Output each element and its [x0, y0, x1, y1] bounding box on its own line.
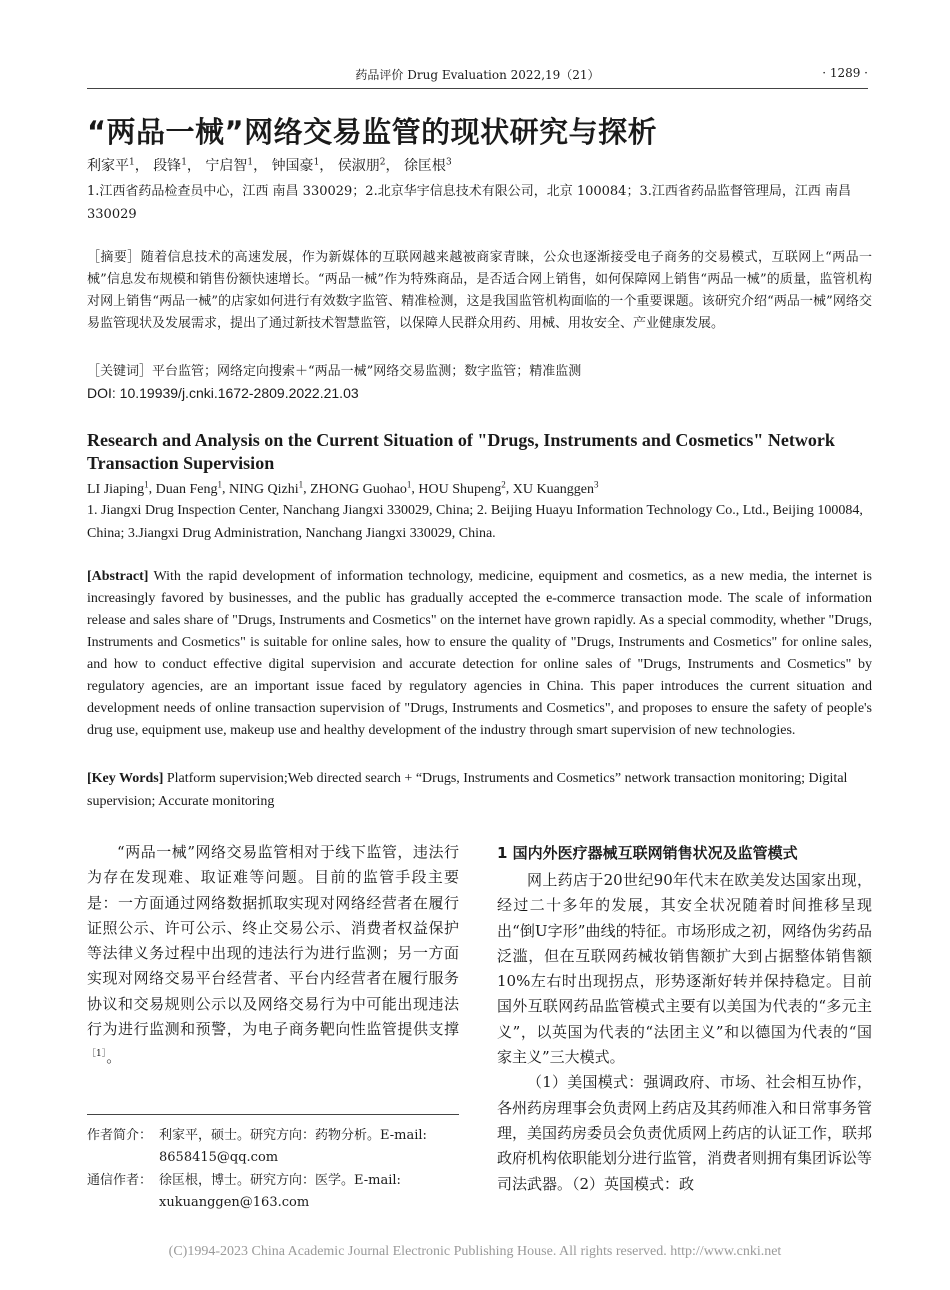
author-bio-footnote: 作者简介： 利家平，硕士。研究方向：药物分析。E-mail: 8658415@qq.com — [87, 1125, 467, 1169]
author: Duan Feng$^1$ — [155, 479, 222, 497]
author: 段锋$^1$ — [153, 157, 187, 174]
page-number: · 1289 · — [822, 66, 868, 80]
author: NING Qizhi$^1$ — [228, 479, 304, 497]
corresponding-email[interactable]: xukuanggen@163.com — [159, 1195, 310, 1210]
keywords-label: ［关键词］ — [87, 364, 153, 379]
affiliations-en: 1. Jiangxi Drug Inspection Center, Nanchang Jiangxi 330029, China; 2. Beijing Huayu Information Technology Co., Ltd., Beijing 100084, China; 3.Jiangxi Drug Administration, Nanchang Jiangxi 330029, China. — [87, 503, 863, 541]
section-heading: 1 国内外医疗器械互联网销售状况及监管模式 — [497, 844, 798, 862]
keywords-text: 平台监管；网络定向搜索＋“两品一械”网络交易监测；数字监管；精准监测 — [152, 364, 582, 379]
english-title: Research and Analysis on the Current Situation of "Drugs, Instruments and Cosmetics" Network Transaction Supervision — [87, 430, 835, 473]
body-paragraph: （1）美国模式：强调政府、市场、社会相互协作，各州药房理事会负责网上药店及其药师准入和日常事务管理，美国药房委员会负责优质网上药店的认证工作，联邦政府机构依职能划分进行监管，消费者则拥有集团诉讼等司法武器。（2）英国模式：政 — [497, 1073, 873, 1193]
author: 徐匡根$^3$ — [403, 157, 452, 174]
corresponding-author-footnote: 通信作者： 徐匡根，博士。研究方向：医学。E-mail: xukuanggen@163.com — [87, 1170, 467, 1214]
body-paragraph: 网上药店于20世纪90年代末在欧美发达国家出现，经过二十多年的发展，其安全状况随着时间推移呈现出“倒U字形”曲线的特征。市场形成之初，网络伪劣药品泛滥，但在互联网药械妆销售额扩大到占据整体销售额10%左右时出现拐点，形势逐渐好转并保持稳定。目前国外互联网药品监管模式主要有以美国为代表的“多元主义”，以英国为代表的“法团主义”和以德国为代表的“国家主义”三大模式。 — [497, 871, 872, 1067]
body-paragraph: “两品一械”网络交易监管相对于线下监管，违法行为存在发现难、取证难等问题。目前的监管手段主要是：一方面通过网络数据抓取实现对网络经营者在履行证照公示、许可公示、终止交易公示、消费者权益保护等法律义务过程中出现的违法行为进行监测；另一方面实现对网络交易平台经营者、平台内经营者在履行服务协议和交易规则公示以及网络交易行为中可能出现违法行为进行监测和预警，为电子商务靶向性监管提供支撑$^{[1]}$。 — [87, 843, 459, 1067]
author: XU Kuanggen$^3$ — [512, 479, 599, 497]
footnote-divider — [87, 1114, 459, 1115]
footnote-label: 通信作者： — [87, 1173, 153, 1188]
author: 钟国豪$^1$ — [271, 157, 320, 174]
author-email[interactable]: 8658415@qq.com — [159, 1150, 279, 1165]
keywords-en-label: [Key Words] — [87, 771, 164, 786]
author: HOU Shupeng$^2$ — [418, 479, 506, 497]
author: LI Jiaping$^1$ — [87, 479, 149, 497]
author: 宁启智$^1$ — [205, 157, 254, 174]
abstract-en — [87, 566, 872, 742]
abstract-text: 随着信息技术的高速发展，作为新媒体的互联网越来越被商家青睐，公众也逐渐接受电子商务的交易模式，互联网上“两品一械”信息发布规模和销售份额快速增长。“两品一械”作为特殊商品，是否适合网上销售，如何保障网上销售“两品一械”的质量，监管机构对网上销售“两品一械”的店家如何进行有效数字监管、精准检测，这是我国监管机构面临的一个重要课题。该研究介绍“两品一械”网络交易监管现状及发展需求，提出了通过新技术智慧监管，以保障人民群众用药、用械、用妆安全、产业健康发展。 — [87, 250, 872, 331]
author-list-en: LI Jiaping$^1$, Duan Feng$^1$, NING Qizhi$^1$, ZHONG Guohao$^1$, HOU Shupeng$^2$, XU Kuanggen$^3$ — [87, 479, 599, 497]
footnote-label: 作者简介： — [87, 1128, 153, 1143]
author: 利家平$^1$ — [87, 157, 135, 174]
article-title: “两品一械”网络交易监管的现状研究与探析 — [87, 115, 658, 149]
abstract-cn — [87, 247, 872, 335]
keywords-en — [87, 767, 872, 813]
abstract-label: ［摘要］ — [87, 250, 141, 265]
citation[interactable]: ［1］ — [87, 1049, 107, 1060]
abstract-en-label: [Abstract] — [87, 569, 149, 584]
copyright-watermark: (C)1994-2023 China Academic Journal Electronic Publishing House. All rights reserved. http://www.cnki.net — [168, 1244, 782, 1259]
author: 侯淑朋$^2$ — [337, 157, 386, 174]
journal-name: 药品评价 Drug Evaluation 2022,19（21） — [355, 68, 600, 82]
running-header — [87, 64, 868, 89]
affiliations-cn: 1.江西省药品检查员中心，江西 南昌 330029；2.北京华宇信息技术有限公司，北京 100084；3.江西省药品监督管理局，江西 南昌 330029 — [87, 184, 851, 222]
author: ZHONG Guohao$^1$ — [310, 479, 412, 497]
doi[interactable]: DOI: 10.19939/j.cnki.1672-2809.2022.21.03 — [87, 385, 359, 401]
author-list-cn: 利家平$^1$， 段锋$^1$， 宁启智$^1$， 钟国豪$^1$， 侯淑朋$^2$， 徐匡根$^3$ — [87, 157, 452, 174]
body-left-column — [87, 840, 459, 1071]
body-right-column — [497, 842, 872, 1197]
keywords-en-text: Platform supervision;Web directed search + “Drugs, Instruments and Cosmetics” network transaction monitoring; Digital supervision; Accurate monitoring — [87, 771, 848, 809]
keywords-cn — [87, 360, 872, 379]
abstract-en-text: With the rapid development of information technology, medicine, equipment and cosmetics, as a new media, the internet is increasingly favored by businesses, and the public has gradually accepted the e-commerce transaction mode. The scale of information release and sales share of "Drugs, Instruments and Cosmetics" on the internet have grown rapidly. As a special commodity, whether "Drugs, Instruments and Cosmetics" is suitable for online sales, how to ensure the quality of "Drugs, Instruments and Cosmetics" for online sales, and how to conduct effective digital supervision and accurate detection for online sales of "Drugs, Instruments and Cosmetics" by regulatory agencies, are an important issue faced by regulatory agencies in China. This paper introduces the current situation and development needs of online transaction supervision of "Drugs, Instruments and Cosmetics", and proposes to ensure the safety of people's drug use, equipment use, makeup use and healthy development of the industry through smart supervision of new technologies. — [87, 569, 872, 738]
